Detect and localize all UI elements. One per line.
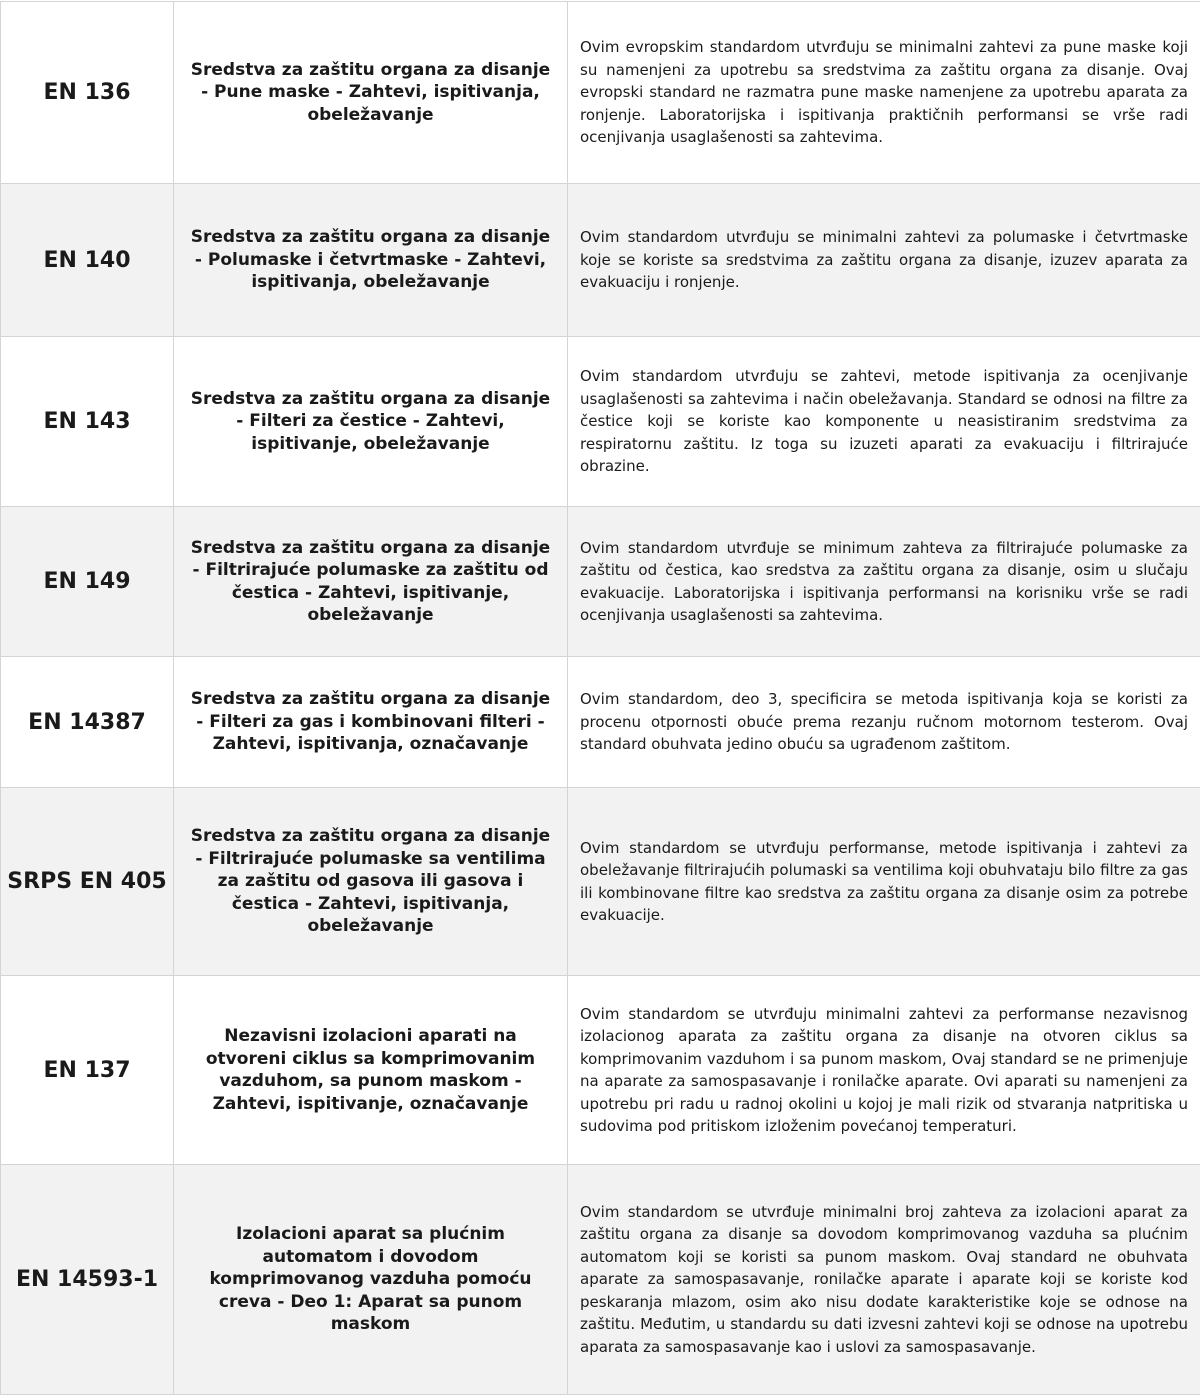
standard-description: Ovim standardom se utvrđuje minimalni broj zahteva za izolacioni aparat za zaštitu organa za disanje sa dovodom komprimovanog vazduha sa plućnim automatom koji se koristi sa punom maskom. Ovaj standard ne obuhvata aparate za samospasavanje, ronilačke aparate i aparate koji se koriste kod peskaranja mlazom, osim ako nisu dodate karakteristike koje se odnose na zaštitu. Međutim, u standardu su dati izvesni zahtevi koji se odnose na upotrebu aparata za samospasavanje kao i uslovi za samospasavanje. <box>568 1165 1200 1395</box>
table-row <box>1 1165 1200 1395</box>
standard-code: SRPS EN 405 <box>1 788 174 976</box>
standard-title: Nezavisni izolacioni aparati na otvoreni ciklus sa komprimovanim vazduhom, sa punom maskom - Zahtevi, ispitivanje, označavanje <box>174 976 568 1165</box>
standard-code: EN 137 <box>1 976 174 1165</box>
table-row <box>1 337 1200 507</box>
standard-title: Izolacioni aparat sa plućnim automatom i dovodom komprimovanog vazduha pomoću creva - Deo 1: Aparat sa punom maskom <box>174 1165 568 1395</box>
standard-title: Sredstva za zaštitu organa za disanje - Pune maske - Zahtevi, ispitivanja, obeležavanje <box>174 2 568 184</box>
table-row <box>1 788 1200 976</box>
standard-description: Ovim standardom utvrđuje se minimum zahteva za filtrirajuće polumaske za zaštitu od čestica, kao sredstva za zaštitu organa za disanje, osim u slučaju evakuacije. Laboratorijska i ispitivanja performansi na korisniku vrše se radi ocenjivanja usaglašenosti sa zahtevima. <box>568 507 1200 657</box>
standard-code: EN 14593-1 <box>1 1165 174 1395</box>
table-row <box>1 184 1200 337</box>
standard-code: EN 140 <box>1 184 174 337</box>
standard-title: Sredstva za zaštitu organa za disanje - Filteri za čestice - Zahtevi, ispitivanje, obeležavanje <box>174 337 568 507</box>
standard-code: EN 149 <box>1 507 174 657</box>
table-row <box>1 976 1200 1165</box>
table-row <box>1 657 1200 788</box>
standard-code: EN 14387 <box>1 657 174 788</box>
standard-description: Ovim standardom utvrđuju se minimalni zahtevi za polumaske i četvrtmaske koje se koriste sa sredstvima za zaštitu organa za disanje, izuzev aparata za evakuaciju i ronjenje. <box>568 184 1200 337</box>
standard-description: Ovim evropskim standardom utvrđuju se minimalni zahtevi za pune maske koji su namenjeni za upotrebu sa sredstvima za zaštitu organa za disanje. Ovaj evropski standard ne razmatra pune maske namenjene za upotrebu aparata za ronjenje. Laboratorijska i ispitivanja praktičnih performansi se vrše radi ocenjivanja usaglašenosti sa zahtevima. <box>568 2 1200 184</box>
standards-table <box>0 1 1200 1395</box>
standard-description: Ovim standardom se utvrđuju performanse, metode ispitivanja i zahtevi za obeležavanje filtrirajućih polumaski sa ventilima koji obuhvataju bilo filtre za gas ili kombinovane filtre kao sredstva za zaštitu organa za disanje osim za potrebe evakuacije. <box>568 788 1200 976</box>
table-row <box>1 2 1200 184</box>
standard-description: Ovim standardom se utvrđuju minimalni zahtevi za performanse nezavisnog izolacionog aparata za zaštitu organa za disanje na otvoren ciklus sa komprimovanim vazduhom i sa punom maskom, Ovaj standard se ne primenjuje na aparate za samospasavanje i ronilačke aparate. Ovi aparati su namenjeni za upotrebu pri radu u radnoj okolini u kojoj je mali rizik od stvaranja natpritiska u sudovima pod pritiskom izloženim povećanoj temperaturi. <box>568 976 1200 1165</box>
standard-title: Sredstva za zaštitu organa za disanje - Filteri za gas i kombinovani filteri - Zahtevi, ispitivanja, označavanje <box>174 657 568 788</box>
standard-code: EN 136 <box>1 2 174 184</box>
standard-description: Ovim standardom, deo 3, specificira se metoda ispitivanja koja se koristi za procenu otpornosti obuće prema rezanju ručnom motornom testerom. Ovaj standard obuhvata jedino obuću sa ugrađenom zaštitom. <box>568 657 1200 788</box>
standard-description: Ovim standardom utvrđuju se zahtevi, metode ispitivanja za ocenjivanje usaglašenosti sa zahtevima i način obeležavanja. Standard se odnosi na filtre za čestice koji se koriste kao komponente u neasistiranim sredstvima za respiratornu zaštitu. Iz toga su izuzeti aparati za evakuaciju i filtrirajuće obrazine. <box>568 337 1200 507</box>
table-row <box>1 507 1200 657</box>
standard-title: Sredstva za zaštitu organa za disanje - Polumaske i četvrtmaske - Zahtevi, ispitivanja, obeležavanje <box>174 184 568 337</box>
standard-title: Sredstva za zaštitu organa za disanje - Filtrirajuće polumaske za zaštitu od čestica - Zahtevi, ispitivanje, obeležavanje <box>174 507 568 657</box>
standard-title: Sredstva za zaštitu organa za disanje - Filtrirajuće polumaske sa ventilima za zaštitu od gasova ili gasova i čestica - Zahtevi, ispitivanja, obeležavanje <box>174 788 568 976</box>
standard-code: EN 143 <box>1 337 174 507</box>
